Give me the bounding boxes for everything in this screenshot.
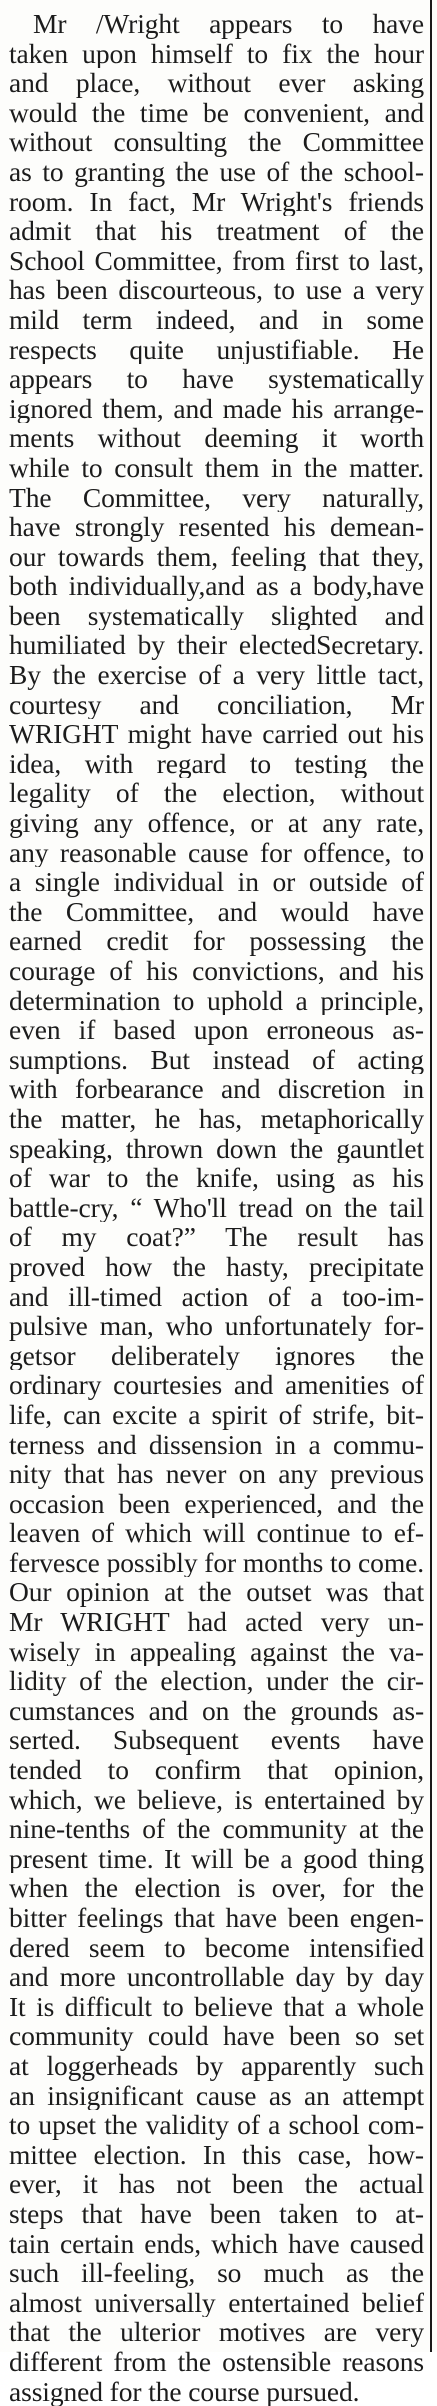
article-line: lidity of the election, under the cir-: [9, 1666, 424, 1696]
article-line: as to granting the use of the school-: [9, 157, 424, 187]
article-line: occasion been experienced, and the: [9, 1489, 424, 1519]
article-line: different from the ostensible reasons: [9, 2347, 424, 2377]
article-line: giving any offence, or at any rate,: [9, 808, 424, 838]
article-line: the Committee, and would have: [9, 897, 424, 927]
article-line: have strongly resented his demean-: [9, 512, 424, 542]
article-line: and place, without ever asking: [9, 68, 424, 98]
article-line: wisely in appealing against the va-: [9, 1637, 424, 1667]
article-line: tended to confirm that opinion,: [9, 1755, 424, 1785]
article-line: respects quite unjustifiable. He: [9, 335, 424, 365]
article-line: Mr WRIGHT had acted very un-: [9, 1607, 424, 1637]
article-line: the matter, he has, metaphorically: [9, 1104, 424, 1134]
article-line: ignored them, and made his arrange-: [9, 394, 424, 424]
article-line: that the ulterior motives are very: [9, 2317, 424, 2347]
article-line: and ill-timed action of a too-im-: [9, 1282, 424, 1312]
article-line: legality of the election, without: [9, 778, 424, 808]
article-line: School Committee, from first to last,: [9, 246, 424, 276]
article-line: The Committee, very naturally,: [9, 483, 424, 513]
article-line: nine-tenths of the community at the: [9, 1814, 424, 1844]
article-line: has been discourteous, to use a very: [9, 275, 424, 305]
article-line: By the exercise of a very little tact,: [9, 660, 424, 690]
article-body: [9, 9, 424, 2406]
article-line: ordinary courtesies and amenities of: [9, 1370, 424, 1400]
article-line: It is difficult to believe that a whole: [9, 1992, 424, 2022]
article-line: our towards them, feeling that they,: [9, 542, 424, 572]
article-line: while to consult them in the matter.: [9, 453, 424, 483]
article-line: Our opinion at the outset was that: [9, 1577, 424, 1607]
article-line: of my coat?” The result has: [9, 1222, 424, 1252]
article-line: room. In fact, Mr Wright's friends: [9, 187, 424, 217]
article-line: dered seem to become intensified: [9, 1933, 424, 1963]
article-line: of war to the knife, using as his: [9, 1163, 424, 1193]
article-line: admit that his treatment of the: [9, 216, 424, 246]
article-line: serted. Subsequent events have: [9, 1725, 424, 1755]
article-line: courage of his convictions, and his: [9, 956, 424, 986]
article-line: to upset the validity of a school com-: [9, 2110, 424, 2140]
article-line: tain certain ends, which have caused: [9, 2229, 424, 2259]
article-line: community could have been so set: [9, 2021, 424, 2051]
article-line: present time. It will be a good thing: [9, 1844, 424, 1874]
article-line: determination to uphold a principle,: [9, 986, 424, 1016]
article-line: mittee election. In this case, how-: [9, 2140, 424, 2170]
article-line: leaven of which will continue to ef-: [9, 1518, 424, 1548]
article-line: appears to have systematically: [9, 364, 424, 394]
article-line: earned credit for possessing the: [9, 926, 424, 956]
article-line: humiliated by their electedSecretary.: [9, 630, 424, 660]
article-line: sumptions. But instead of acting: [9, 1045, 424, 1075]
article-line: terness and dissension in a commu-: [9, 1430, 424, 1460]
article-line: with forbearance and discretion in: [9, 1074, 424, 1104]
article-line: Mr /Wright appears to have: [9, 9, 424, 39]
article-line: ever, it has not been the actual: [9, 2169, 424, 2199]
article-line: both individually,and as a body,have: [9, 571, 424, 601]
article-line: a single individual in or outside of: [9, 867, 424, 897]
article-line: getsor deliberately ignores the: [9, 1341, 424, 1371]
article-line: steps that have been taken to at-: [9, 2199, 424, 2229]
article-line: assigned for the course pursued.: [9, 2377, 424, 2406]
article-line: any reasonable cause for offence, to: [9, 838, 424, 868]
article-line: when the election is over, for the: [9, 1873, 424, 1903]
column-rule: [430, 0, 432, 2352]
article-line: and more uncontrollable day by day: [9, 1962, 424, 1992]
article-line: mild term indeed, and in some: [9, 305, 424, 335]
article-line: pulsive man, who unfortunately for-: [9, 1311, 424, 1341]
article-line: which, we believe, is entertained by: [9, 1785, 424, 1815]
article-line: WRIGHT might have carried out his: [9, 719, 424, 749]
article-line: at loggerheads by apparently such: [9, 2051, 424, 2081]
article-line: proved how the hasty, precipitate: [9, 1252, 424, 1282]
article-line: ments without deeming it worth: [9, 423, 424, 453]
article-line: battle-cry, “ Who'll tread on the tail: [9, 1193, 424, 1223]
article-line: nity that has never on any previous: [9, 1459, 424, 1489]
article-line: idea, with regard to testing the: [9, 749, 424, 779]
article-line: bitter feelings that have been engen-: [9, 1903, 424, 1933]
article-line: such ill-feeling, so much as the: [9, 2258, 424, 2288]
article-line: without consulting the Committee: [9, 127, 424, 157]
article-line: an insignificant cause as an attempt: [9, 2081, 424, 2111]
article-line: fervesce possibly for months to come.: [9, 1548, 424, 1578]
article-line: taken upon himself to fix the hour: [9, 39, 424, 69]
article-line: would the time be convenient, and: [9, 98, 424, 128]
article-line: been systematically slighted and: [9, 601, 424, 631]
article-line: life, can excite a spirit of strife, bit-: [9, 1400, 424, 1430]
article-line: cumstances and on the grounds as-: [9, 1696, 424, 1726]
article-line: almost universally entertained belief: [9, 2288, 424, 2318]
article-line: even if based upon erroneous as-: [9, 1015, 424, 1045]
article-line: speaking, thrown down the gauntlet: [9, 1134, 424, 1164]
article-line: courtesy and conciliation, Mr: [9, 690, 424, 720]
